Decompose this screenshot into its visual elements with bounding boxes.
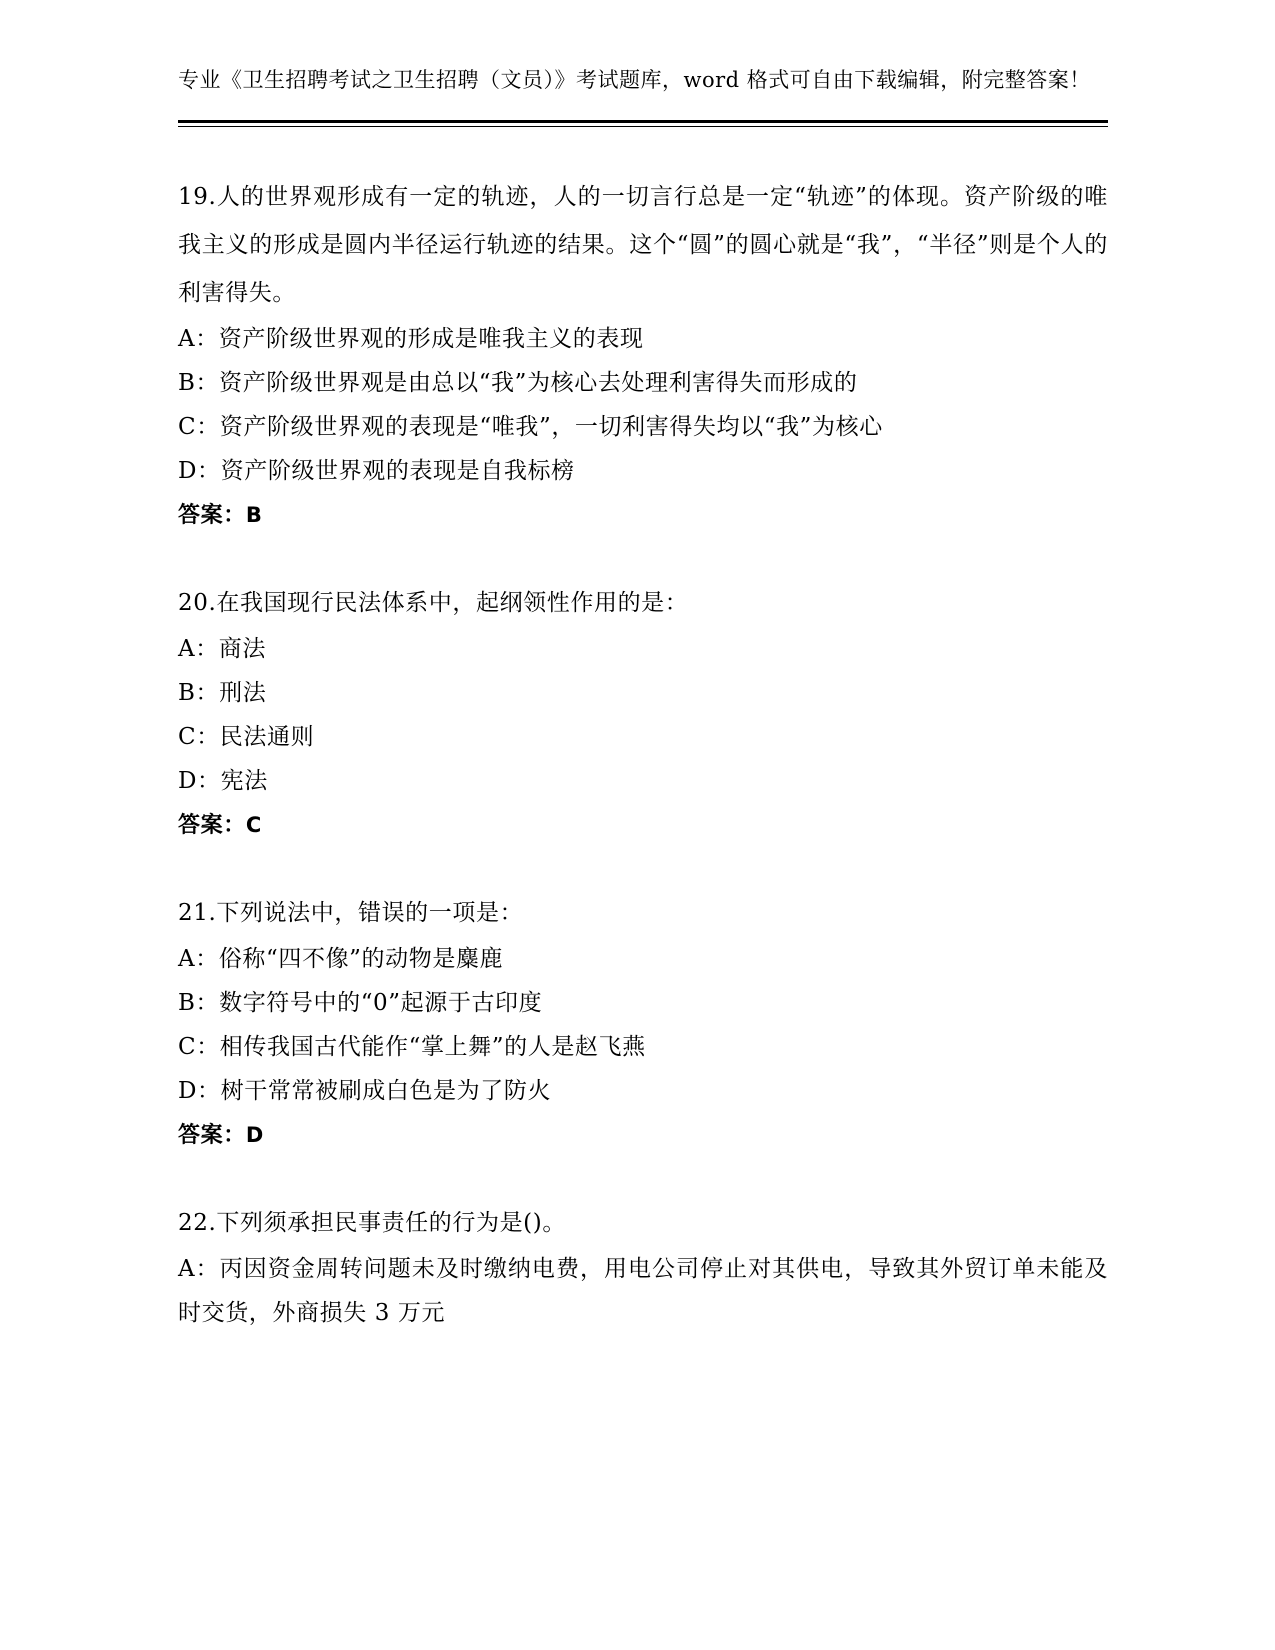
question-option: B：资产阶级世界观是由总以“我”为核心去处理利害得失而形成的 [178,370,858,396]
question-item [178,579,1108,847]
question-stem: 19.人的世界观形成有一定的轨迹，人的一切言行总是一定“轨迹”的体现。资产阶级的唯我主义的形成是圆内半径运行轨迹的结果。这个“圆”的圆心就是“我”，“半径”则是个人的利害得失。 [178,184,1108,306]
question-answer [178,493,1108,537]
question-option: A：俗称“四不像”的动物是麋鹿 [178,946,504,972]
question-option: A：丙因资金周转问题未及时缴纳电费，用电公司停止对其供电，导致其外贸订单未能及时交货，外商损失 3 万元 [178,1256,1108,1326]
answer-value: C [245,813,262,837]
question-option: A：商法 [178,636,267,662]
question-stem: 20.在我国现行民法体系中，起纲领性作用的是： [178,590,689,616]
question-option: D：树干常常被刷成白色是为了防火 [178,1078,552,1104]
answer-label: 答案： [178,1122,246,1148]
question-option: A：资产阶级世界观的形成是唯我主义的表现 [178,326,644,352]
answer-value: D [245,1123,264,1147]
questions-list [178,173,1108,1335]
question-option: D：宪法 [178,768,268,794]
question-answer [178,803,1108,847]
document-header-title: 专业《卫生招聘考试之卫生招聘（文员）》考试题库，word 格式可自由下载编辑，附完整答案！ [178,68,1091,92]
question-option: D：资产阶级世界观的表现是自我标榜 [178,458,575,484]
question-option: C：相传我国古代能作“掌上舞”的人是赵飞燕 [178,1034,646,1060]
answer-label: 答案： [178,812,246,838]
question-option: C：资产阶级世界观的表现是“唯我”，一切利害得失均以“我”为核心 [178,414,883,440]
header-divider [178,120,1108,127]
question-item [178,1199,1108,1335]
question-answer [178,1113,1108,1157]
question-item [178,889,1108,1157]
question-stem: 21.下列说法中，错误的一项是： [178,900,524,926]
question-option: B：数字符号中的“0”起源于古印度 [178,990,543,1016]
answer-label: 答案： [178,502,246,528]
answer-value: B [245,503,263,527]
page-content [178,62,1108,1377]
question-stem: 22.下列须承担民事责任的行为是()。 [178,1210,566,1236]
question-item [178,173,1108,537]
question-option: C：民法通则 [178,724,315,750]
question-option: B：刑法 [178,680,267,706]
